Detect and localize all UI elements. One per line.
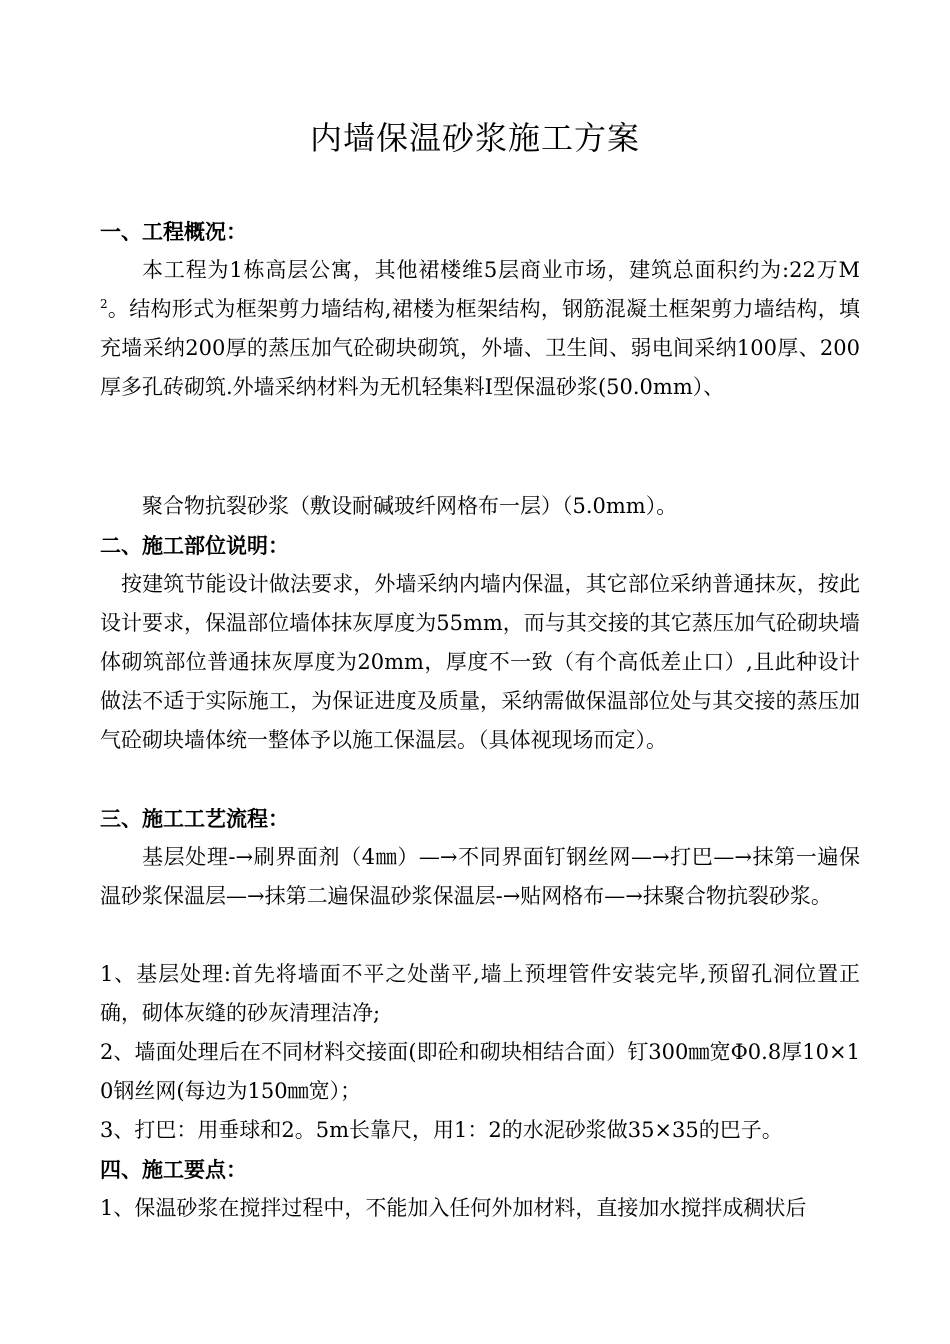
location-paragraph: 按建筑节能设计做法要求，外墙采纳内墙内保温，其它部位采纳普通抹灰，按此设计要求，保温部位墙体抹灰厚度为55mm，而与其交接的其它蒸压加气砼砌块墙体砌筑部位普通抹灰厚度为20mm，厚度不一致（有个高低差止口）,且此种设计做法不适于实际施工，为保证进度及质量，采纳需做保温部位处与其交接的蒸压加气砼砌块墙体统一整体予以施工保温层。（具体视现场而定）。	[100, 572, 860, 752]
section-heading-key-points: 四、施工要点：	[100, 1157, 247, 1182]
section-heading-overview: 一、工程概况：	[100, 219, 247, 244]
section-heading-process: 三、施工工艺流程：	[100, 806, 289, 831]
process-item-2: 2、墙面处理后在不同材料交接面(即砼和砌块相结合面）钉300㎜宽Φ0.8厚10×10钢丝网(每边为150㎜宽）；	[100, 1040, 860, 1103]
key-points-item-1: 1、保温砂浆在搅拌过程中，不能加入任何外加材料，直接加水搅拌成稠状后	[100, 1196, 807, 1220]
process-item-3: 3、打巴：用垂球和2。5m长靠尺，用1：2的水泥砂浆做35×35的巴子。	[100, 1118, 783, 1142]
overview-text-part2: 。结构形式为框架剪力墙结构,裙楼为框架结构，钢筋混凝土框架剪力墙结构，填充墙采纳200厚的蒸压加气砼砌块砌筑，外墙、卫生间、弱电间采纳100厚、200厚多孔砖砌筑.外墙采纳材料为无机轻集料I型保温砂浆(50.0mm）、	[100, 297, 860, 399]
document-title: 内墙保温砂浆施工方案	[309, 119, 640, 157]
process-flow-paragraph: 基层处理-→刷界面剂（4㎜）—→不同界面钉钢丝网—→打巴—→抹第一遍保温砂浆保温层—→抹第二遍保温砂浆保温层-→贴网格布—→抹聚合物抗裂砂浆。	[100, 845, 860, 908]
superscript-2: 2	[100, 297, 108, 311]
section-heading-location: 二、施工部位说明：	[100, 533, 289, 558]
overview-paragraph	[100, 251, 860, 407]
process-item-1: 1、基层处理:首先将墙面不平之处凿平,墙上预埋管件安装完毕,预留孔洞位置正确，砌体灰缝的砂灰清理洁净;	[100, 962, 860, 1025]
overview-text-part1: 本工程为1栋高层公寓，其他裙楼维5层商业市场，建筑总面积约为:22万M	[142, 258, 860, 282]
overview-paragraph-2: 聚合物抗裂砂浆（敷设耐碱玻纤网格布一层）（5.0mm）。	[142, 494, 678, 518]
